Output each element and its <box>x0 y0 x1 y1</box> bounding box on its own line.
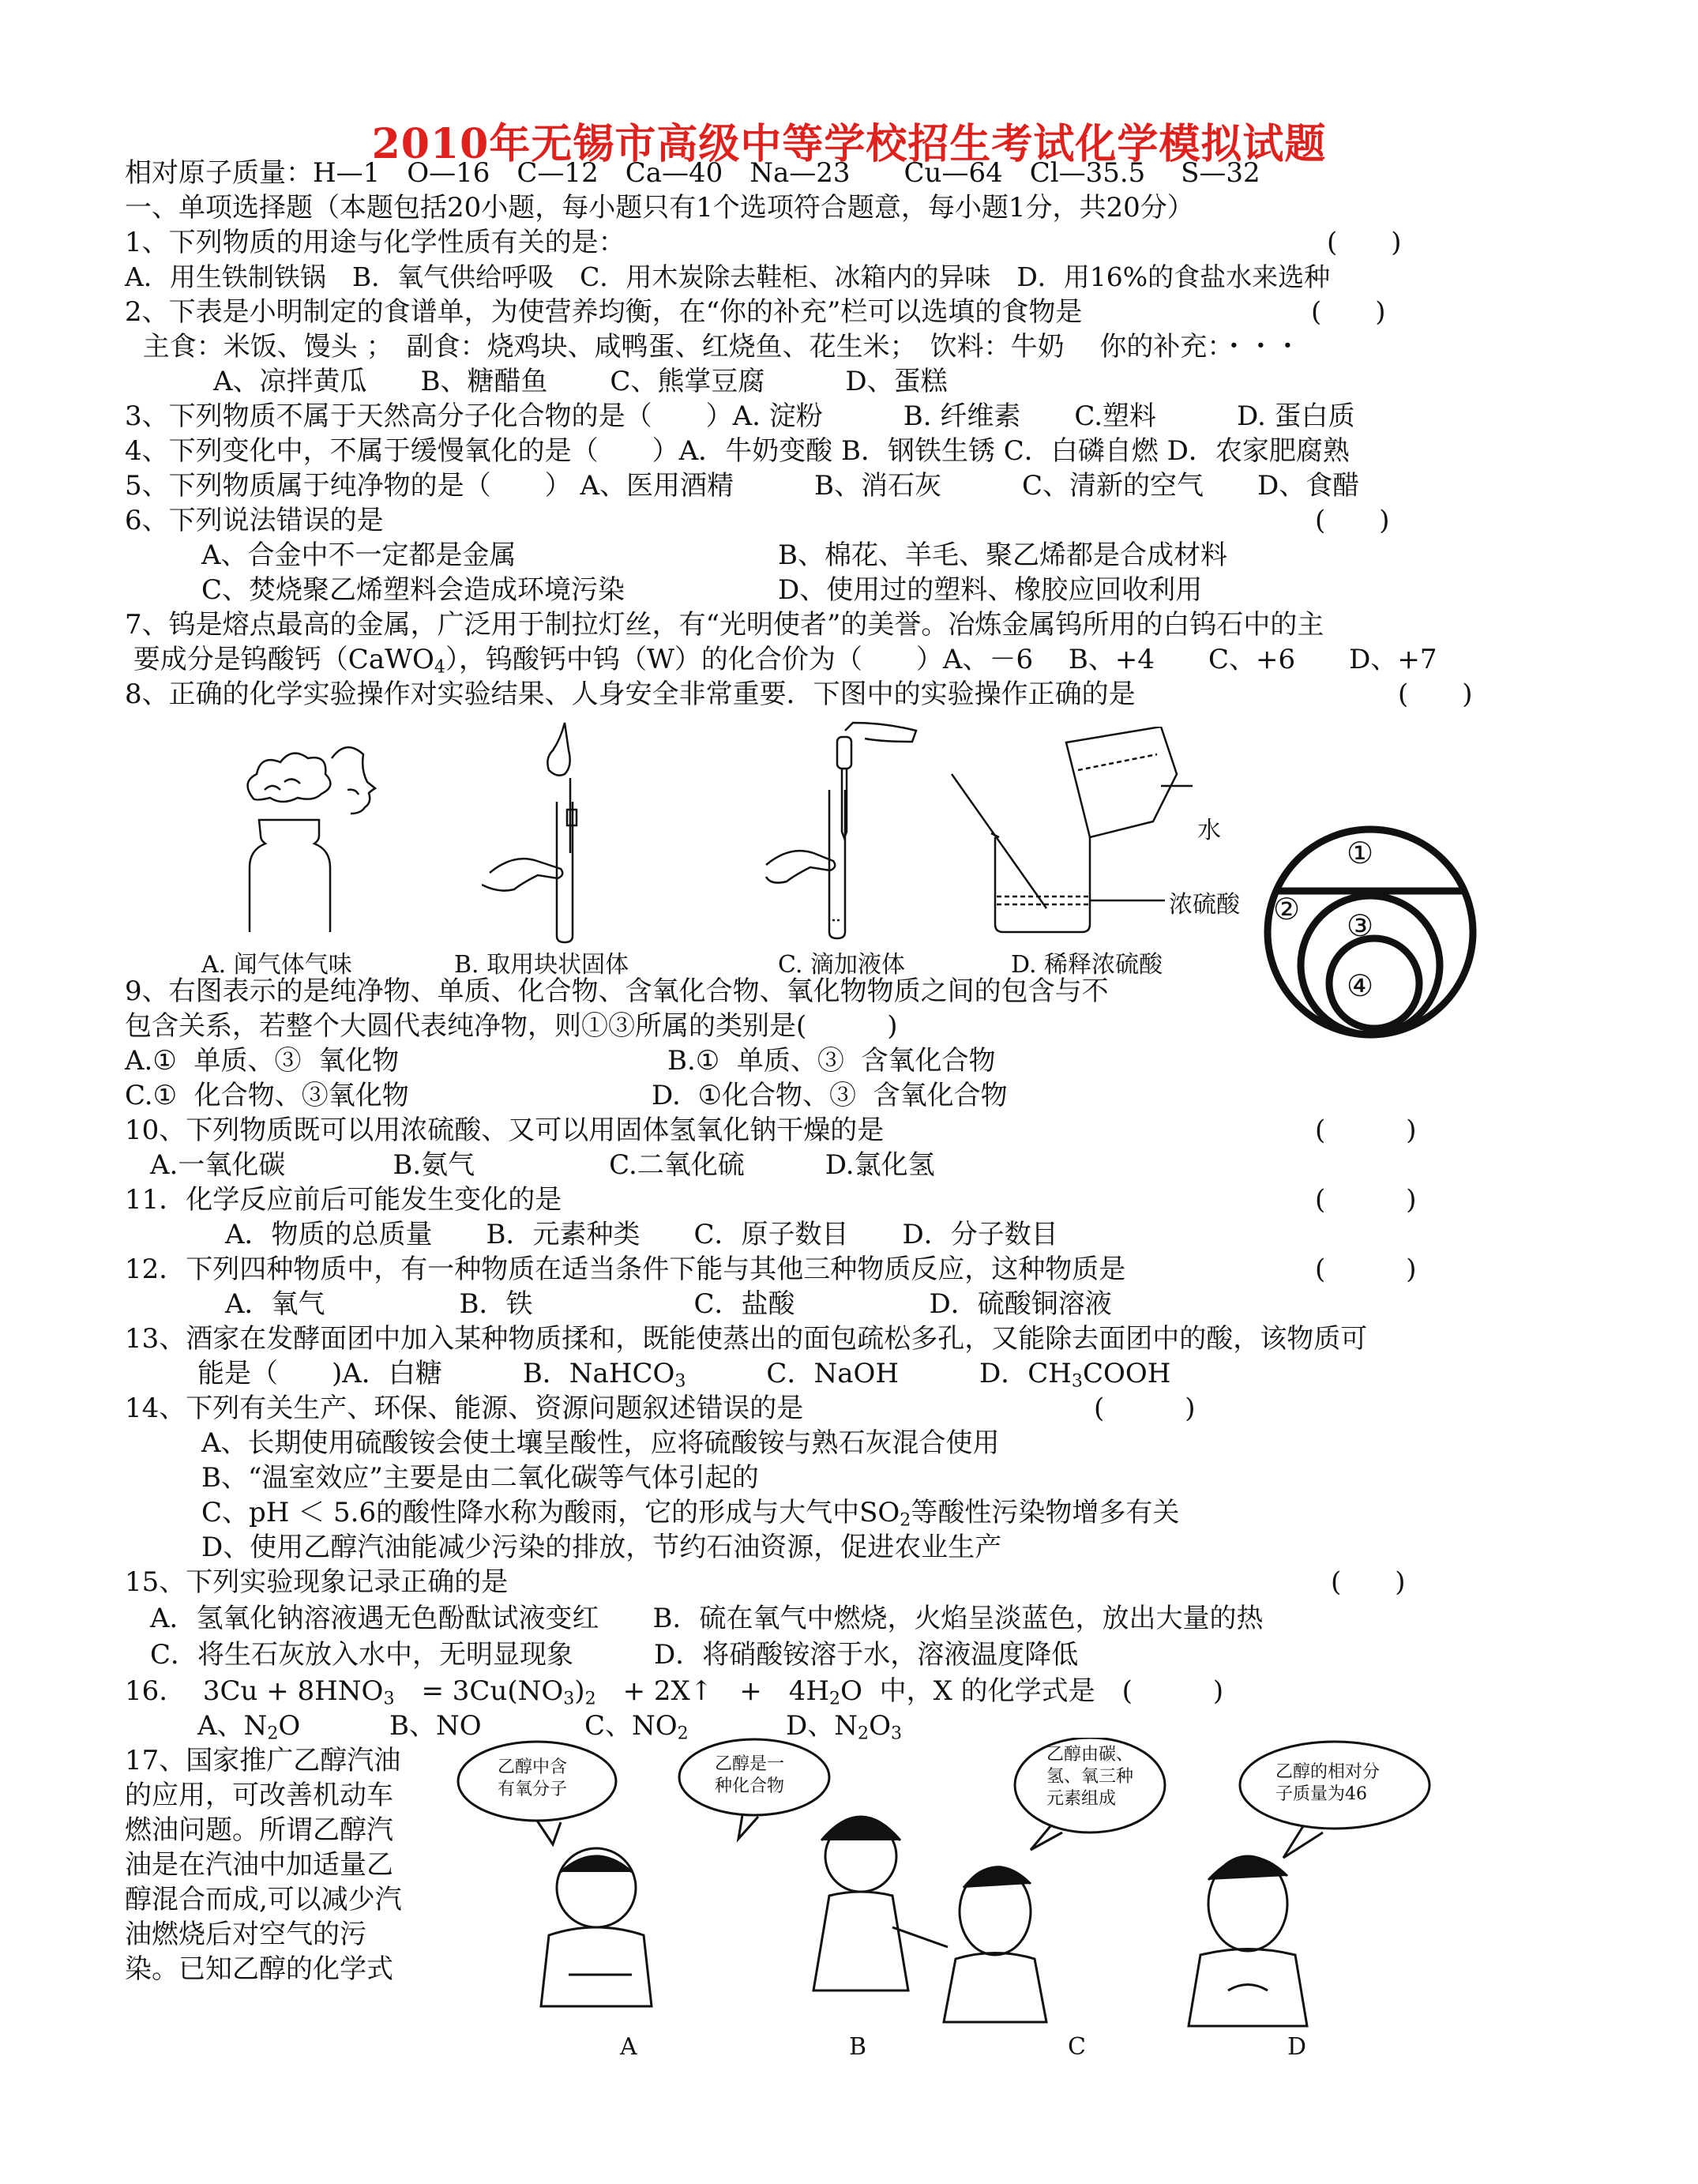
q14-option-b: B、“温室效应”主要是由二氧化碳等气体引起的 <box>201 1462 759 1494</box>
q2-answer-paren: ( ) <box>1311 296 1386 328</box>
q2-menu: 主食：米饭、馒头 ； 副食：烧鸡块、咸鸭蛋、红烧鱼、花生米； 饮料：牛奶 你的补充：・・・ <box>134 331 1302 363</box>
q7-line2: 要成分是钨酸钙（CaWO$_4$），钨酸钙中钨（W）的化合价为（ ）A、－6 B、+4 C、+6 D、+7 <box>125 644 1437 678</box>
q9-option-a: A.① 单质、③ 氧化物 <box>125 1045 400 1077</box>
fig-label-d: D. 稀释浓硫酸 <box>1011 951 1163 979</box>
q2-stem: 2、下表是小明制定的食谱单，为使营养均衡，在“你的补充”栏可以选填的食物是 <box>125 296 1083 328</box>
q17-line: 醇混合而成,可以减少汽 <box>125 1884 402 1915</box>
q5: 5、下列物质属于纯净物的是（ ） A、医用酒精 B、消石灰 C、清新的空气 D、食醋 <box>125 470 1360 502</box>
person-label-b: B <box>849 2033 867 2061</box>
q12-answer-paren: ( ) <box>1315 1254 1417 1285</box>
q6-stem: 6、下列说法错误的是 <box>125 505 384 536</box>
bubble-d-text: 乙醇的相对分 子质量为46 <box>1275 1762 1381 1804</box>
q6-option-d: D、使用过的塑料、橡胶应回收利用 <box>778 574 1203 606</box>
section-heading: 一、单项选择题 <box>125 192 313 224</box>
person-label-d: D <box>1287 2033 1307 2061</box>
q9-option-d: D. ①化合物、③ 含氧化合物 <box>652 1080 1008 1111</box>
q10-options: A.一氧化碳 B.氨气 C.二氧化硫 D.氯化氢 <box>150 1149 935 1181</box>
q16-option-c: C、$NO_2$ <box>584 1710 689 1744</box>
q1-answer-paren: ( ) <box>1327 227 1402 258</box>
q15-options-cd: C．将生石灰放入水中，无明显现象 D．将硝酸铵溶于水，溶液温度降低 <box>150 1639 1079 1671</box>
q17-line: 的应用，可改善机动车 <box>125 1780 393 1811</box>
q6-option-c: C、焚烧聚乙烯塑料会造成环境污染 <box>201 574 625 606</box>
q14-option-a: A、长期使用硫酸铵会使土壤呈酸性，应将硫酸铵与熟石灰混合使用 <box>201 1427 1000 1459</box>
q12-options: A．氧气 B．铁 C．盐酸 D．硫酸铜溶液 <box>225 1288 1112 1320</box>
q12-stem: 12．下列四种物质中，有一种物质在适当条件下能与其他三种物质反应，这种物质是 <box>125 1254 1126 1285</box>
q8-answer-paren: ( ) <box>1398 679 1473 710</box>
person-label-c: C <box>1068 2033 1086 2061</box>
q16-option-b: B、NO <box>389 1710 482 1742</box>
label-water: 水 <box>1197 817 1221 844</box>
fig-label-b: B. 取用块状固体 <box>454 951 629 979</box>
q3: 3、下列物质不属于天然高分子化合物的是（ ）A. 淀粉 B. 纤维素 C.塑料 D. 蛋白质 <box>125 400 1355 432</box>
q8-stem: 8、正确的化学实验操作对实验结果、人身安全非常重要．下图中的实验操作正确的是 <box>125 679 1136 710</box>
section-note: （本题包括20小题，每小题只有1个选项符合题意，每小题1分，共20分） <box>313 192 1194 224</box>
q15-stem: 15、下列实验现象记录正确的是 <box>125 1566 509 1598</box>
q7-line1: 7、钨是熔点最高的金属，广泛用于制拉灯丝，有“光明使者”的美誉。冶炼金属钨所用的白钨石中的主 <box>125 609 1324 641</box>
label-conc-sulfuric-acid: 浓硫酸 <box>1169 891 1240 919</box>
q16-option-d: D、$N_2O_3$ <box>786 1710 903 1744</box>
atomic-masses: 相对原子质量：H—1 O—16 C—12 Ca—40 Na—23 Cu—64 Cl—35.5 S—32 <box>125 157 1260 189</box>
q16-option-a: A、$N_2O$ <box>197 1710 301 1744</box>
fig-label-a: A. 闻气体气味 <box>201 951 352 979</box>
circle-label-4: ④ <box>1347 968 1374 1003</box>
q9-line1: 9、右图表示的是纯净物、单质、化合物、含氧化合物、氧化物物质之间的包含与不 <box>125 975 1109 1007</box>
q11-options: A．物质的总质量 B．元素种类 C．原子数目 D．分子数目 <box>225 1219 1058 1250</box>
q2-options: A、凉拌黄瓜 B、糖醋鱼 C、熊掌豆腐 D、蛋糕 <box>213 366 948 397</box>
q9-option-c: C.① 化合物、③氧化物 <box>125 1080 409 1111</box>
q17-line: 油是在汽油中加适量乙 <box>125 1849 393 1881</box>
solid-tube-illustration <box>482 715 648 944</box>
fig-label-c: C. 滴加液体 <box>778 951 905 979</box>
q11-answer-paren: ( ) <box>1315 1184 1417 1216</box>
circle-label-3: ③ <box>1347 908 1374 943</box>
bubble-b-text: 乙醇是一 种化合物 <box>715 1754 785 1796</box>
section-1-header <box>125 191 1194 224</box>
q10-answer-paren: ( ) <box>1315 1115 1417 1146</box>
q6-option-b: B、棉花、羊毛、聚乙烯都是合成材料 <box>778 539 1227 571</box>
circle-label-2: ② <box>1273 892 1301 927</box>
q11-stem: 11．化学反应前后可能发生变化的是 <box>125 1184 562 1216</box>
q17-line: 油燃烧后对空气的污 <box>125 1919 366 1950</box>
q14-stem: 14、下列有关生产、环保、能源、资源问题叙述错误的是 <box>125 1393 804 1424</box>
q10-stem: 10、下列物质既可以用浓硫酸、又可以用固体氢氧化钠干燥的是 <box>125 1115 885 1146</box>
q1-options: A．用生铁制铁锅 B．氧气供给呼吸 C．用木炭除去鞋柜、冰箱内的异味 D．用16%的食盐水来选种 <box>125 261 1331 292</box>
q17-line: 染。已知乙醇的化学式 <box>125 1953 393 1985</box>
q1-stem: 1、下列物质的用途与化学性质有关的是： <box>125 227 625 258</box>
q14-answer-paren: ( ) <box>1094 1393 1196 1424</box>
q13-line2: 能是（ )A．白糖 B．NaHCO$_3$ C．NaOH D．$CH_3COOH$ <box>197 1358 1171 1392</box>
q6-option-a: A、合金中不一定都是金属 <box>201 539 517 571</box>
q6-answer-paren: ( ) <box>1315 505 1390 536</box>
dropper-illustration <box>758 715 932 944</box>
q9-option-b: B.① 单质、③ 含氧化合物 <box>667 1045 996 1077</box>
q17-line: 燃油问题。所谓乙醇汽 <box>125 1814 393 1846</box>
q14-option-d: D、使用乙醇汽油能减少污染的排放，节约石油资源，促进农业生产 <box>201 1532 1002 1563</box>
smell-gas-illustration <box>229 735 387 932</box>
circle-label-1: ① <box>1347 836 1374 870</box>
q13-line1: 13、酒家在发酵面团中加入某种物质揉和，既能使蒸出的面包疏松多孔，又能除去面团中的酸，该物质可 <box>125 1323 1368 1355</box>
bubble-a-text: 乙醇中含 有氧分子 <box>498 1757 568 1799</box>
q14-option-c: C、pH ＜ 5.6的酸性降水称为酸雨，它的形成与大气中$SO_2$等酸性污染物增多有关 <box>201 1497 1180 1531</box>
q4: 4、下列变化中，不属于缓慢氧化的是（ ）A．牛奶变酸 B．钢铁生锈 C．白磷自燃 D．农家肥腐熟 <box>125 435 1350 467</box>
q15-options-ab: A．氢氧化钠溶液遇无色酚酞试液变红 B．硫在氧气中燃烧，火焰呈淡蓝色，放出大量的热 <box>150 1603 1264 1634</box>
page-title: 2010年无锡市高级中等学校招生考试化学模拟试题 <box>371 120 1327 168</box>
q9-line2: 包含关系，若整个大圆代表纯净物，则①③所属的类别是( ) <box>125 1010 898 1042</box>
q16-equation: 16. $3Cu + 8HNO_3$ = $3Cu(NO_3)_2$ + 2X↑ + $4H_2O$ 中，X 的化学式是 ( ) <box>125 1675 1224 1709</box>
q17-line: 17、国家推广乙醇汽油 <box>125 1745 401 1776</box>
q15-answer-paren: ( ) <box>1331 1566 1406 1598</box>
person-label-a: A <box>620 2033 637 2061</box>
bubble-c-text: 乙醇由碳、 氢、氧三种 元素组成 <box>1046 1745 1134 1809</box>
